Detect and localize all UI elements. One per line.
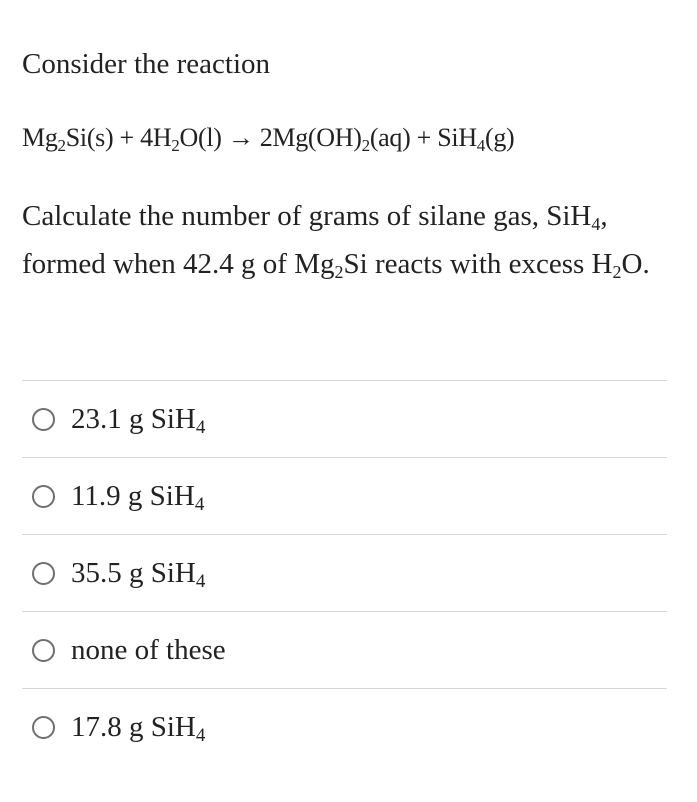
radio-button[interactable]	[32, 716, 55, 739]
radio-button[interactable]	[32, 408, 55, 431]
question-intro: Consider the reaction	[22, 48, 271, 80]
option-subscript: 4	[194, 494, 205, 515]
option-subscript: 4	[195, 417, 206, 438]
question-fragment: Calculate the number of grams of silane gas, SiH	[22, 200, 592, 232]
radio-button[interactable]	[32, 639, 55, 662]
equation-text: Si(s) + 4H	[65, 123, 172, 152]
answer-option[interactable]	[22, 534, 667, 611]
option-subscript: 4	[195, 725, 206, 746]
question-fragment: , formed when 42.4 g of Mg	[22, 200, 608, 280]
option-text: 23.1 g SiH	[71, 403, 196, 435]
question-fragment: Si reacts with excess H	[343, 248, 613, 280]
equation-subscript: 4	[476, 136, 485, 155]
equation-text: (g)	[485, 123, 515, 152]
question-fragment: O.	[621, 248, 650, 280]
equation-subscript: 2	[361, 136, 370, 155]
option-text: 35.5 g SiH	[71, 557, 196, 589]
question-text	[22, 192, 672, 288]
answer-options	[22, 380, 667, 765]
answer-option[interactable]	[22, 611, 667, 688]
equation-subscript: 2	[171, 136, 180, 155]
question-subscript: 2	[334, 262, 344, 282]
option-text: none of these	[71, 634, 226, 666]
equation-text: O(l) → 2Mg(OH)	[179, 123, 362, 152]
option-label	[71, 709, 205, 745]
option-subscript: 4	[195, 571, 206, 592]
option-label	[71, 401, 205, 437]
question-subscript: 2	[612, 262, 622, 282]
option-label	[71, 555, 205, 591]
radio-button[interactable]	[32, 485, 55, 508]
equation-text: (aq) + SiH	[369, 123, 477, 152]
radio-button[interactable]	[32, 562, 55, 585]
option-text: 11.9 g SiH	[71, 480, 195, 512]
equation-text: Mg	[22, 123, 58, 152]
option-label	[71, 632, 226, 668]
answer-option[interactable]	[22, 457, 667, 534]
equation-subscript: 2	[57, 136, 66, 155]
reaction-equation	[22, 120, 514, 156]
option-label	[71, 478, 204, 514]
question-subscript: 4	[591, 214, 601, 234]
option-text: 17.8 g SiH	[71, 711, 196, 743]
answer-option[interactable]	[22, 380, 667, 457]
answer-option[interactable]	[22, 688, 667, 765]
